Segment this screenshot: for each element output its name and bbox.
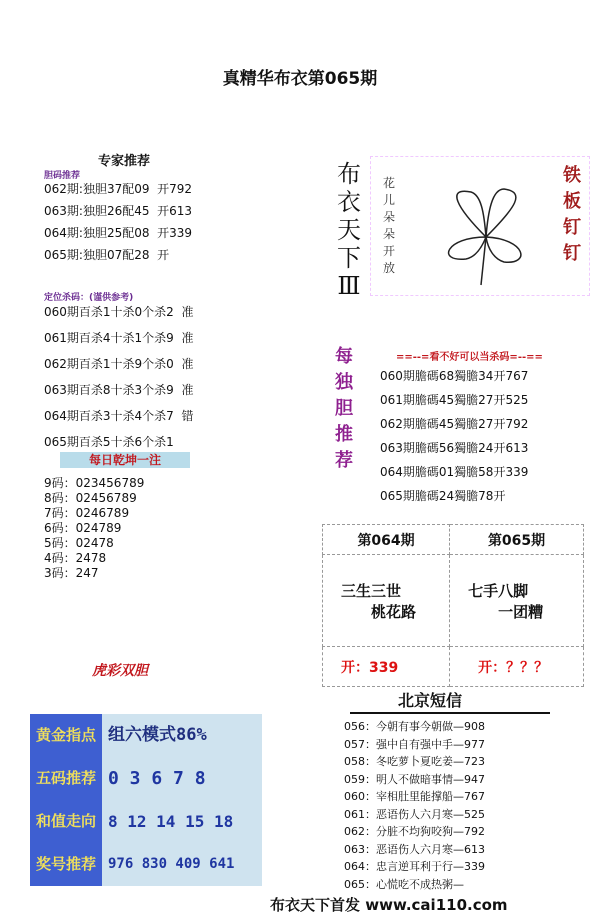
beijing-item: 056：今朝有事今朝做—908 [344,720,485,733]
brand-char: 布 [337,160,361,188]
footer: 布衣天下首发 www.cai110.com [270,896,508,914]
beijing-item: 064：忠言逆耳利于行—339 [344,860,485,873]
gold-value: 8 12 14 15 18 [102,800,262,843]
kill-item: 065期百杀5十杀6个杀1 [44,435,174,449]
gold-label: 五码推荐 [30,757,102,800]
code-row: 6码：024789 [44,521,122,535]
gold-row [30,843,262,886]
beijing-item: 059：明人不做暗事情—947 [344,772,485,786]
brand-char: 衣 [337,188,361,216]
dan-item: 060期膽碼68獨膽34开767 [380,369,529,383]
gold-value: 组六模式86% [102,714,262,757]
brand-vertical [334,160,364,300]
beijing-title: 北京短信 [398,691,463,710]
kill-item: 060期百杀1十杀0个杀2 准 [44,305,194,319]
gold-row [30,714,262,757]
beijing-list [344,718,485,893]
gold-value: 0 3 6 7 8 [102,757,262,800]
kill-item: 061期百杀4十杀1个杀9 准 [44,331,194,345]
riddle-table [322,524,584,686]
beijing-item: 061：恶语伤人六月寒—525 [344,807,485,821]
page-title: 真精华布衣第065期 [222,69,378,89]
gold-value: 976 830 409 641 [102,843,262,886]
tiger-title: 虎彩双胆 [92,663,148,679]
single-label: 胆码推荐 [44,171,81,181]
dan-item: 062期膽碼45獨膽27开792 [380,417,529,431]
single-item: 065期:独胆07配28 开 [44,248,170,262]
beijing-item: 060：宰相肚里能撑船—767 [344,790,485,803]
daily-single-vertical: 每 独 胆 推 荐 [335,346,353,471]
flower-icon [426,167,546,287]
dan-item: 065期膽碼24獨膽78开 [380,489,506,503]
kill-label: 定位杀码：(谨供参考) [44,293,134,303]
code-row: 7码：0246789 [44,506,130,520]
iron-text: 铁 板 钉 钉 [563,165,581,264]
single-item: 062期:独胆37配09 开792 [44,182,193,196]
gold-label: 黄金指点 [30,714,102,757]
flower-box [370,156,590,296]
dan-item: 064期膽碼01獨膽58开339 [380,465,529,479]
gold-label: 和值走向 [30,800,102,843]
riddle-head-left: 第064期 [323,525,450,555]
kill-item: 063期百杀8十杀3个杀9 准 [44,383,194,397]
beijing-item: 058：冬吃萝卜夏吃姜—723 [344,755,485,768]
dan-item: 063期膽碼56獨膽24开613 [380,441,529,455]
gold-row [30,800,262,843]
single-item: 064期:独胆25配08 开339 [44,226,193,240]
kill-item: 064期百杀3十杀4个杀7 错 [44,409,194,423]
daily-dan-list [380,370,528,514]
gold-panel [30,714,262,886]
riddle-left: 三生三世 桃花路 [323,555,450,647]
brand-char: 下 [337,244,361,272]
code-row: 8码：02456789 [44,491,137,505]
kill-item: 062期百杀1十杀9个杀0 准 [44,357,194,371]
riddle-open-left: 开：339 [323,647,450,687]
kill-list [44,306,193,462]
daily-banner: 每日乾坤一注 [60,452,190,468]
beijing-item: 057：强中自有强中手—977 [344,737,485,751]
brand-char: 天 [337,216,361,244]
single-list [44,183,192,271]
riddle-head-right: 第065期 [450,525,584,555]
code-row: 3码：247 [44,566,99,580]
gold-row [30,757,262,800]
riddle-right: 七手八脚 一团糟 [450,555,584,647]
beijing-divider [350,712,550,714]
code-row: 9码：023456789 [44,476,145,490]
code-row: 4码：2478 [44,551,107,565]
brand-char: Ⅲ [337,272,361,300]
beijing-item: 063：恶语伤人六月寒—613 [344,842,485,856]
beijing-item: 062：分脏不均狗咬狗—792 [344,825,485,838]
single-item: 063期:独胆26配45 开613 [44,204,193,218]
code-row: 5码：02478 [44,536,114,550]
riddle-open-right: 开：？？？ [450,647,584,687]
gold-label: 奖号推荐 [30,843,102,886]
daily-dan-title: ==--=看不好可以当杀码=--== [396,352,543,363]
dan-item: 061期膽碼45獨膽27开525 [380,393,529,407]
flower-text: 花 儿 朵 朵 开 放 [383,176,396,275]
beijing-item: 065：心慌吃不成热粥— [344,877,464,891]
expert-title: 专家推荐 [98,154,151,169]
daily-code-list [44,476,144,581]
